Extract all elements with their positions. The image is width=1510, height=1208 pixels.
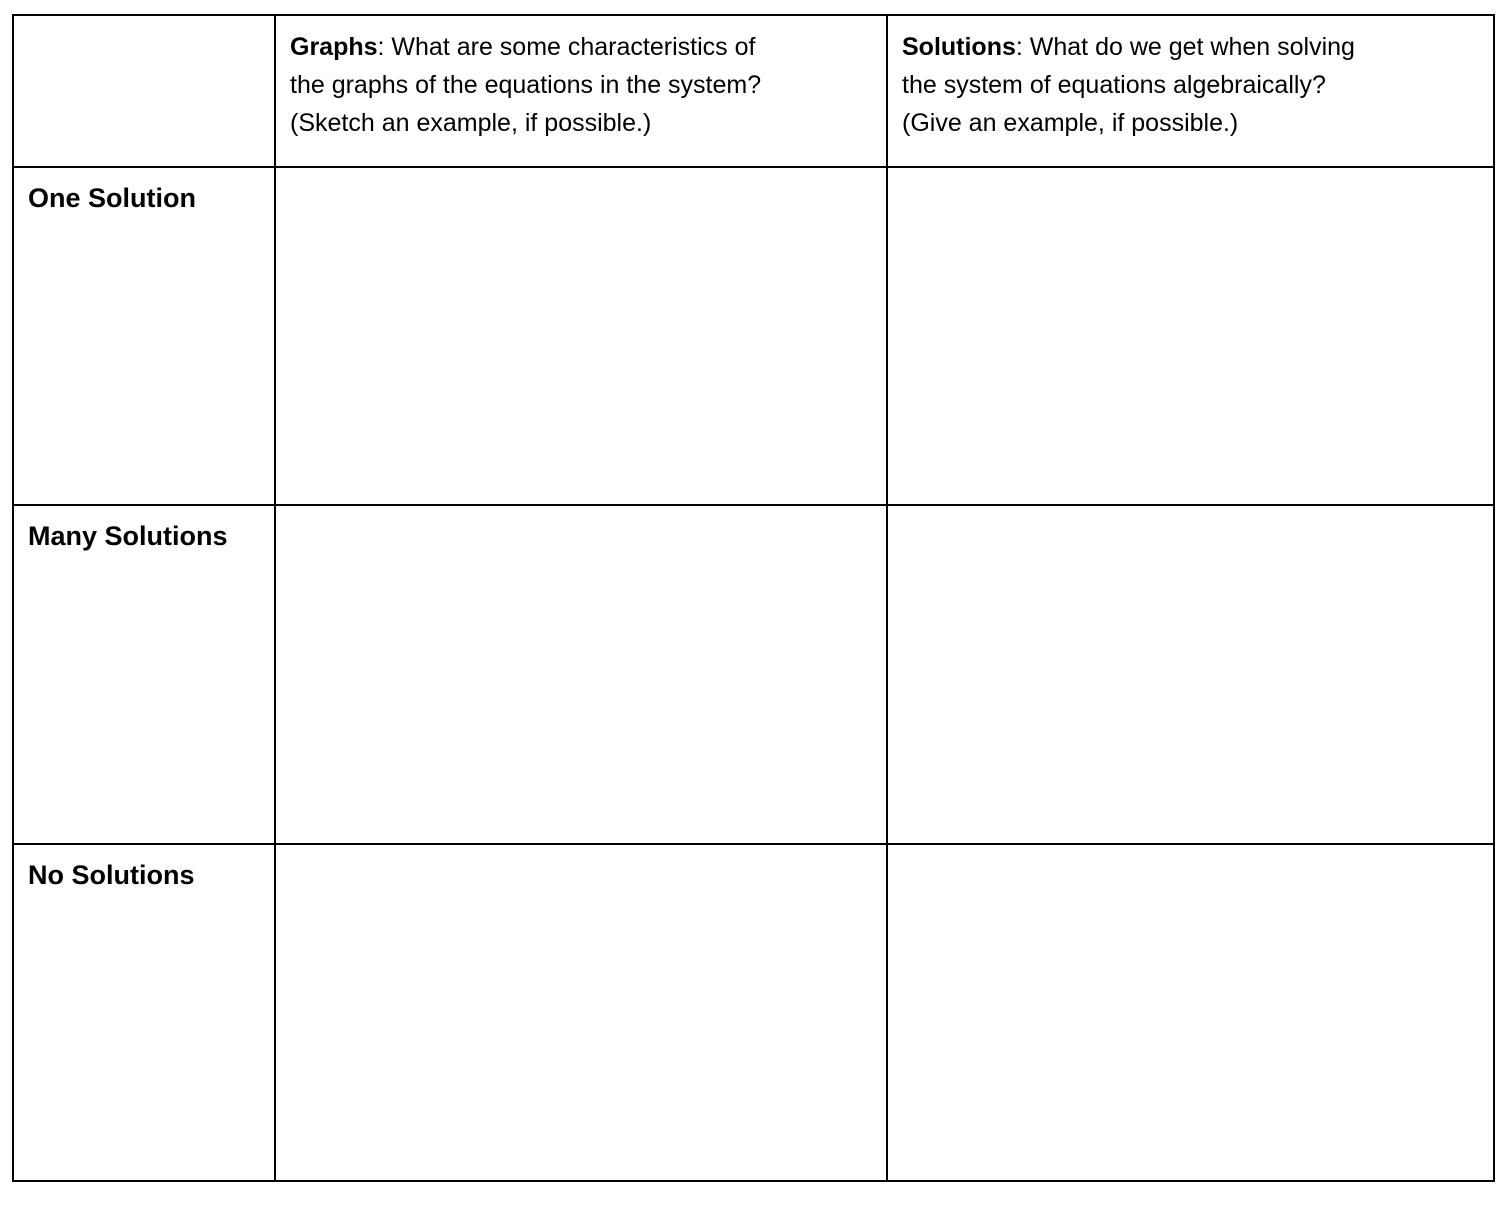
corner-cell (13, 15, 275, 167)
solutions-header-text (902, 28, 1479, 142)
graphs-header-line-1-rest: : What are some characteristics of (377, 33, 756, 61)
row-label-cell-many-solutions (13, 505, 275, 844)
row-label: Many Solutions (28, 521, 228, 551)
one-solution-solutions-cell (887, 167, 1494, 505)
many-solutions-solutions-cell (887, 505, 1494, 844)
solutions-header-line-1-rest: : What do we get when solving (1015, 33, 1355, 61)
row-label-cell-no-solutions (13, 844, 275, 1181)
graphs-header-line-2: the graphs of the equations in the system? (290, 71, 762, 99)
row-label-cell-one-solution (13, 167, 275, 505)
solutions-header-line-1 (902, 28, 1479, 66)
solutions-header-cell (887, 15, 1494, 167)
no-solutions-graphs-cell (275, 844, 887, 1181)
graphs-header-line-1 (290, 28, 872, 66)
row-label: One Solution (28, 183, 196, 213)
graphs-header-text (290, 28, 872, 142)
graphs-header-line-3: (Sketch an example, if possible.) (290, 109, 652, 137)
table-row-one-solution (13, 167, 1494, 505)
graphs-header-bold: Graphs (290, 33, 378, 61)
many-solutions-graphs-cell (275, 505, 887, 844)
systems-of-equations-table (12, 14, 1495, 1182)
one-solution-graphs-cell (275, 167, 887, 505)
graphs-header-cell (275, 15, 887, 167)
no-solutions-solutions-cell (887, 844, 1494, 1181)
table-row-many-solutions (13, 505, 1494, 844)
table-row-no-solutions (13, 844, 1494, 1181)
solutions-header-bold: Solutions (902, 33, 1016, 61)
row-label: No Solutions (28, 860, 195, 890)
solutions-header-line-2: the system of equations algebraically? (902, 71, 1326, 99)
header-row (13, 15, 1494, 167)
solutions-header-line-3: (Give an example, if possible.) (902, 109, 1239, 137)
